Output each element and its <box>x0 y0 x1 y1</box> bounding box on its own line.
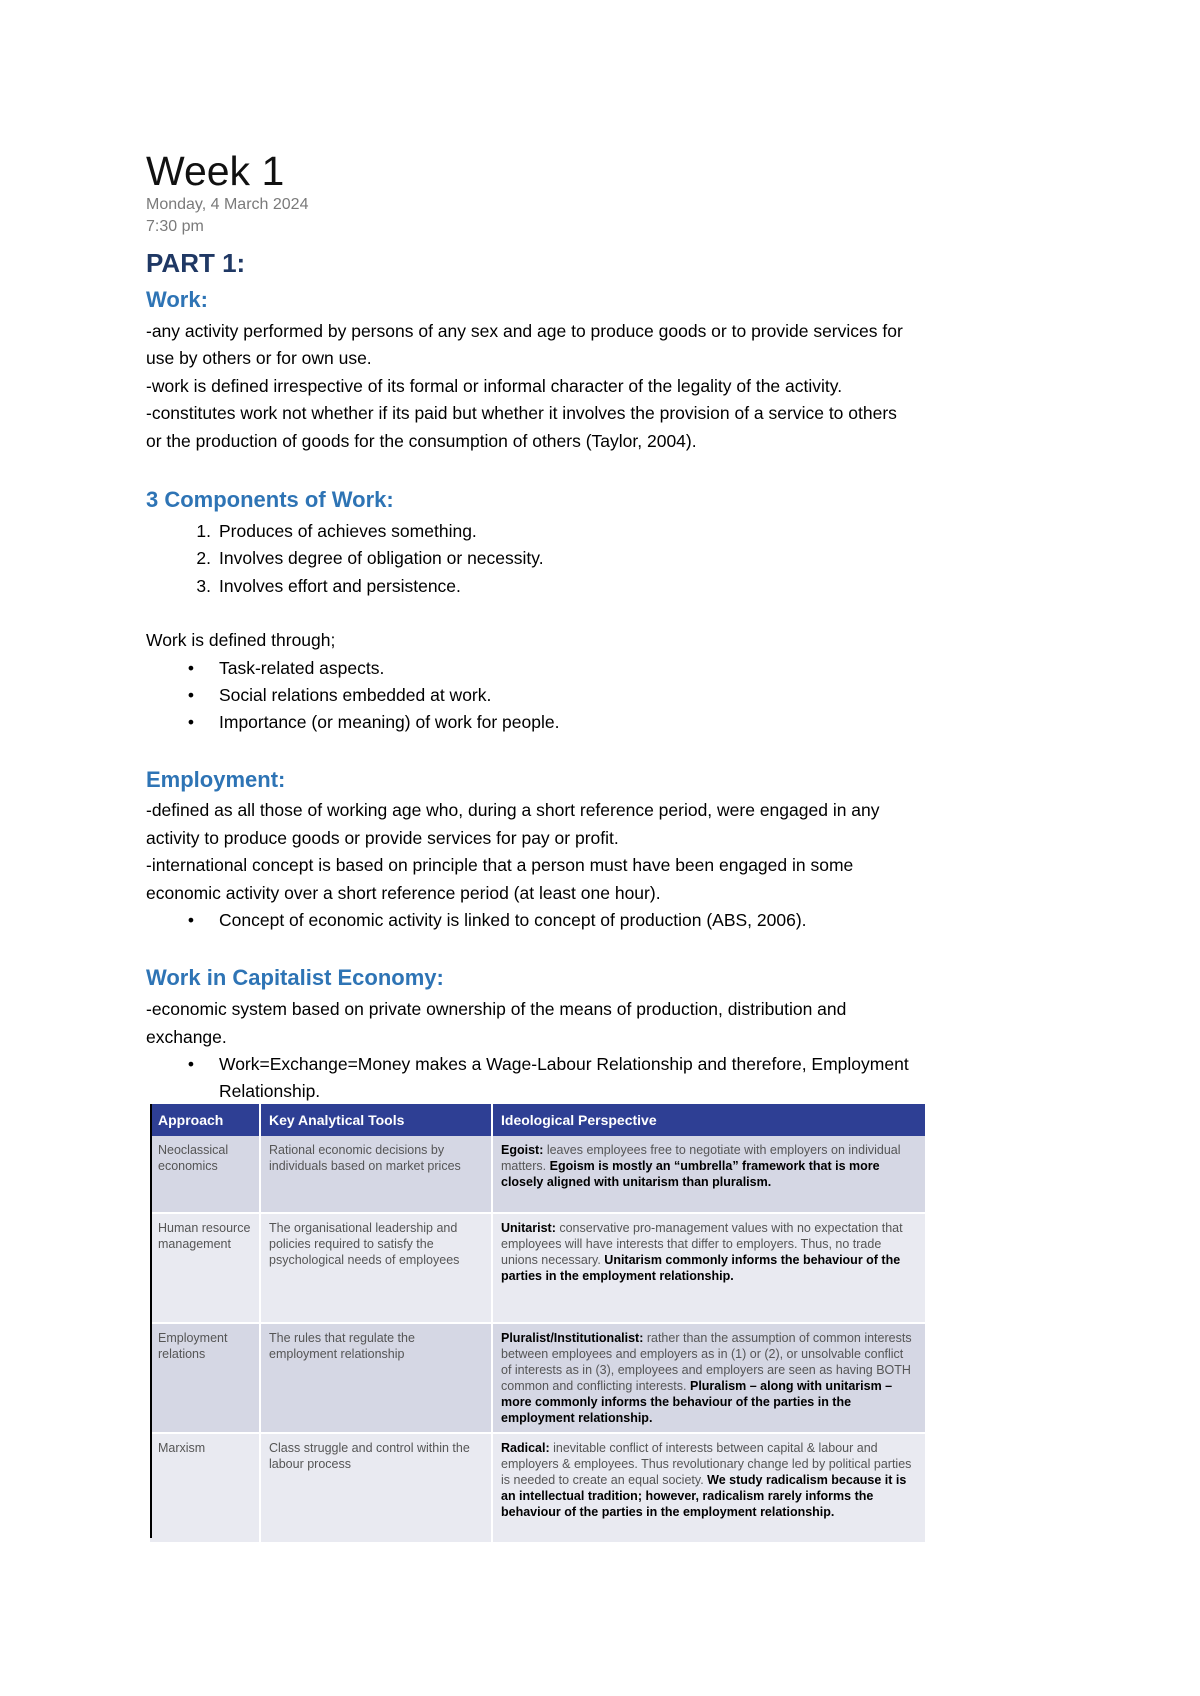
list-number: 1. <box>196 521 211 541</box>
table-row <box>150 1323 926 1433</box>
table-row <box>150 1213 926 1323</box>
perspective-body: leaves employees free to negotiate with employers on individual matters. <box>501 1143 901 1173</box>
bullet-text: Concept of economic activity is linked to concept of production (ABS, 2006). <box>219 910 807 930</box>
perspective-body: conservative pro-management values with no expectation that employees will have interests that differ to employers. Thus, no trade unions necessary. <box>501 1221 903 1267</box>
employment-line: -international concept is based on principle that a person must have been engaged in some <box>146 855 854 875</box>
part-heading: PART 1: <box>146 248 246 278</box>
cell-perspective <box>492 1136 926 1213</box>
cell-perspective <box>492 1433 926 1543</box>
bullet-icon: • <box>187 685 195 705</box>
bullet-icon: • <box>187 658 195 678</box>
work-line: use by others or for own use. <box>146 348 372 368</box>
bullet-icon: • <box>187 910 195 930</box>
cell-perspective <box>492 1323 926 1433</box>
cell-tools: Class struggle and control within the labour process <box>260 1433 492 1543</box>
table-left-border <box>150 1104 152 1538</box>
page-time: 7:30 pm <box>146 218 204 235</box>
perspective-body: rather than the assumption of common interests between employees and employers as in (1) or (2), or unsolvable conflict of interests as in (3), employees and employers are seen as having BOTH common and conflicting interests. <box>501 1331 912 1393</box>
perspective-emphasis: We study radicalism because it is an intellectual tradition; however, radicalism rarely informs the behaviour of the parties in the employment relationship. <box>501 1473 907 1519</box>
list-text: Produces of achieves something. <box>219 521 477 541</box>
list-number: 2. <box>196 548 211 568</box>
bullet-text: Importance (or meaning) of work for people. <box>219 712 560 732</box>
cell-approach: Neoclassical economics <box>150 1136 260 1213</box>
list-item <box>196 573 1069 601</box>
work-line: -work is defined irrespective of its formal or informal character of the legality of the activity. <box>146 376 843 396</box>
capitalist-line: -economic system based on private ownership of the means of production, distribution and <box>146 999 847 1019</box>
table-row <box>150 1433 926 1543</box>
bullet-item <box>187 1051 1069 1079</box>
bullet-item <box>187 709 1069 737</box>
perspective-lead: Egoist: <box>501 1143 544 1157</box>
cell-tools: The organisational leadership and policies required to satisfy the psychological needs of employees <box>260 1213 492 1323</box>
components-heading: 3 Components of Work: <box>146 487 394 512</box>
employment-line: economic activity over a short reference period (at least one hour). <box>146 883 661 903</box>
column-header-tools: Key Analytical Tools <box>260 1104 492 1136</box>
bullet-item <box>187 682 1069 710</box>
bullet-text: Work=Exchange=Money makes a Wage-Labour Relationship and therefore, Employment <box>219 1054 909 1074</box>
perspective-lead: Unitarist: <box>501 1221 556 1235</box>
work-defined-intro: Work is defined through; <box>146 630 336 650</box>
employment-line: -defined as all those of working age who, during a short reference period, were engaged in any <box>146 800 880 820</box>
bullet-item <box>187 655 1069 683</box>
bullet-item <box>187 907 1069 935</box>
page-date: Monday, 4 March 2024 <box>146 196 309 213</box>
perspective-emphasis: Pluralism – along with unitarism – more commonly informs the behaviour of the parties in the employment relationship. <box>501 1379 893 1425</box>
list-item <box>196 518 1069 546</box>
table-row <box>150 1136 926 1213</box>
capitalist-line: exchange. <box>146 1027 227 1047</box>
perspective-body: inevitable conflict of interests between capital & labour and employers & employees. Thus revolutionary change led by political parties is needed to create an equal society. <box>501 1441 912 1487</box>
page-title: Week 1 <box>146 148 285 194</box>
bullet-text: Social relations embedded at work. <box>219 685 492 705</box>
work-line: or the production of goods for the consumption of others (Taylor, 2004). <box>146 431 697 451</box>
list-text: Involves effort and persistence. <box>219 576 461 596</box>
work-line: -any activity performed by persons of any sex and age to produce goods or to provide services for <box>146 321 903 341</box>
cell-approach: Human resource management <box>150 1213 260 1323</box>
list-text: Involves degree of obligation or necessity. <box>219 548 544 568</box>
column-header-perspective: Ideological Perspective <box>492 1104 926 1136</box>
list-item <box>196 545 1069 573</box>
approaches-table <box>150 1104 927 1544</box>
perspective-lead: Pluralist/Institutionalist: <box>501 1331 644 1345</box>
table-header-row <box>150 1104 926 1136</box>
bullet-text: Task-related aspects. <box>219 658 385 678</box>
perspective-emphasis: Egoism is mostly an “umbrella” framework that is more closely aligned with unitarism than pluralism. <box>501 1159 880 1189</box>
employment-line: activity to produce goods or provide services for pay or profit. <box>146 828 619 848</box>
bullet-icon: • <box>187 712 195 732</box>
list-number: 3. <box>196 576 211 596</box>
work-heading: Work: <box>146 287 208 312</box>
perspective-lead: Radical: <box>501 1441 550 1455</box>
capitalist-heading: Work in Capitalist Economy: <box>146 965 444 990</box>
cell-approach: Employment relations <box>150 1323 260 1433</box>
work-line: -constitutes work not whether if its paid but whether it involves the provision of a service to others <box>146 403 897 423</box>
bullet-icon: • <box>187 1054 195 1074</box>
cell-approach: Marxism <box>150 1433 260 1543</box>
column-header-approach: Approach <box>150 1104 260 1136</box>
cell-perspective <box>492 1213 926 1323</box>
perspective-emphasis: Unitarism commonly informs the behaviour of the parties in the employment relationship. <box>501 1253 901 1283</box>
cell-tools: The rules that regulate the employment relationship <box>260 1323 492 1433</box>
cell-tools: Rational economic decisions by individuals based on market prices <box>260 1136 492 1213</box>
bullet-continuation: Relationship. <box>219 1081 321 1101</box>
employment-heading: Employment: <box>146 767 286 792</box>
